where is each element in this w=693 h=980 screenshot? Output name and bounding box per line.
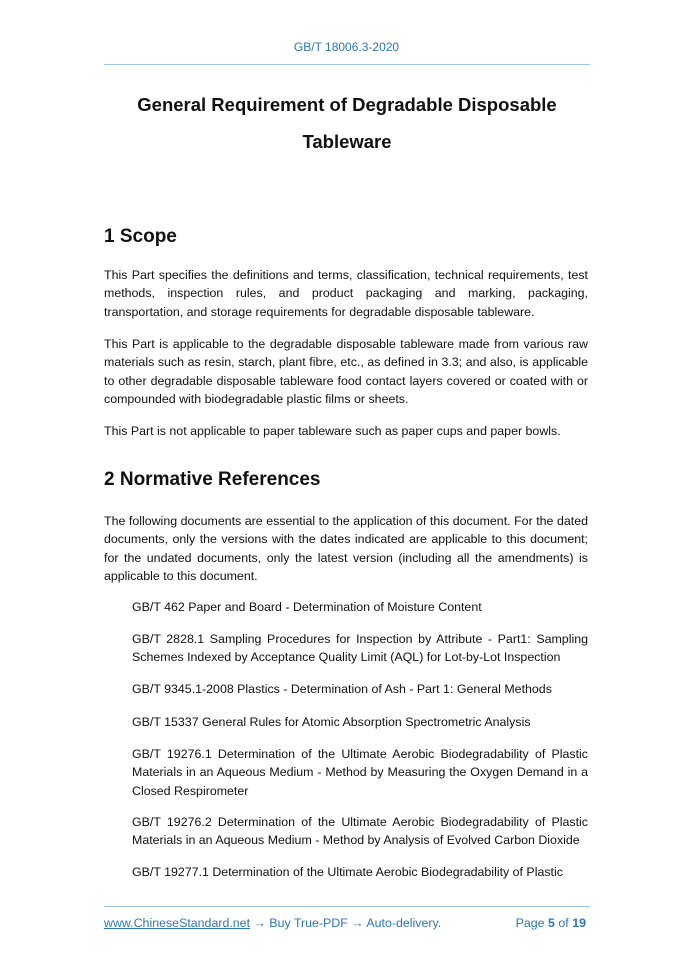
reference-item: GB/T 9345.1-2008 Plastics - Determination of Ash - Part 1: General Methods	[132, 682, 552, 696]
total-pages: 19	[572, 916, 586, 930]
scope-paragraph-1: This Part specifies the definitions and terms, classification, technical requirements, test methods, inspection rules, and product packaging and marking, packaging, transportation, and storage requirements for degradable disposable tableware.	[104, 268, 588, 319]
scope-paragraph-2: This Part is applicable to the degradable disposable tableware made from various raw materials such as resin, starch, plant fibre, etc., as defined in 3.3; and also, is applicable to other degradable disposable tableware food contact layers covered or coated with or compounded with biodegradable plastic films or sheets.	[104, 337, 588, 406]
reference-item: GB/T 19276.1 Determination of the Ultimate Aerobic Biodegradability of Plastic Materials in an Aqueous Medium - Method by Measuring the Oxygen Demand in a Closed Respirometer	[132, 747, 588, 798]
page-number: Page 5 of 19	[515, 916, 586, 930]
header-divider	[104, 64, 590, 65]
footer-tagline: → Buy True-PDF → Auto-delivery.	[250, 916, 442, 930]
document-title-line2: Tableware	[302, 131, 392, 152]
section-heading-scope: 1 Scope	[104, 226, 177, 247]
section-heading-normative-references: 2 Normative References	[104, 469, 321, 490]
reference-item: GB/T 19277.1 Determination of the Ultimate Aerobic Biodegradability of Plastic	[132, 865, 563, 879]
references-intro-paragraph: The following documents are essential to the application of this document. For the dated documents, only the versions with the dates indicated are applicable to this document; for the undated documents, only the latest version (including all the amendments) is applicable to this document.	[104, 514, 588, 583]
document-code: GB/T 18006.3-2020	[293, 40, 400, 54]
footer-divider	[104, 906, 590, 907]
reference-item: GB/T 462 Paper and Board - Determination of Moisture Content	[132, 600, 482, 614]
reference-item: GB/T 2828.1 Sampling Procedures for Inspection by Attribute - Part1: Sampling Schemes Indexed by Acceptance Quality Limit (AQL) for Lot-by-Lot Inspection	[132, 632, 588, 665]
current-page: 5	[548, 916, 555, 930]
footer-promo	[104, 916, 441, 930]
page-footer	[104, 916, 586, 930]
reference-item: GB/T 19276.2 Determination of the Ultimate Aerobic Biodegradability of Plastic Materials in an Aqueous Medium - Method by Analysis of Evolved Carbon Dioxide	[132, 815, 588, 848]
scope-paragraph-3: This Part is not applicable to paper tableware such as paper cups and paper bowls.	[104, 424, 561, 438]
website-link[interactable]: www.ChineseStandard.net	[104, 916, 251, 930]
document-title-line1: General Requirement of Degradable Disposable	[137, 94, 557, 115]
reference-item: GB/T 15337 General Rules for Atomic Absorption Spectrometric Analysis	[132, 715, 531, 729]
